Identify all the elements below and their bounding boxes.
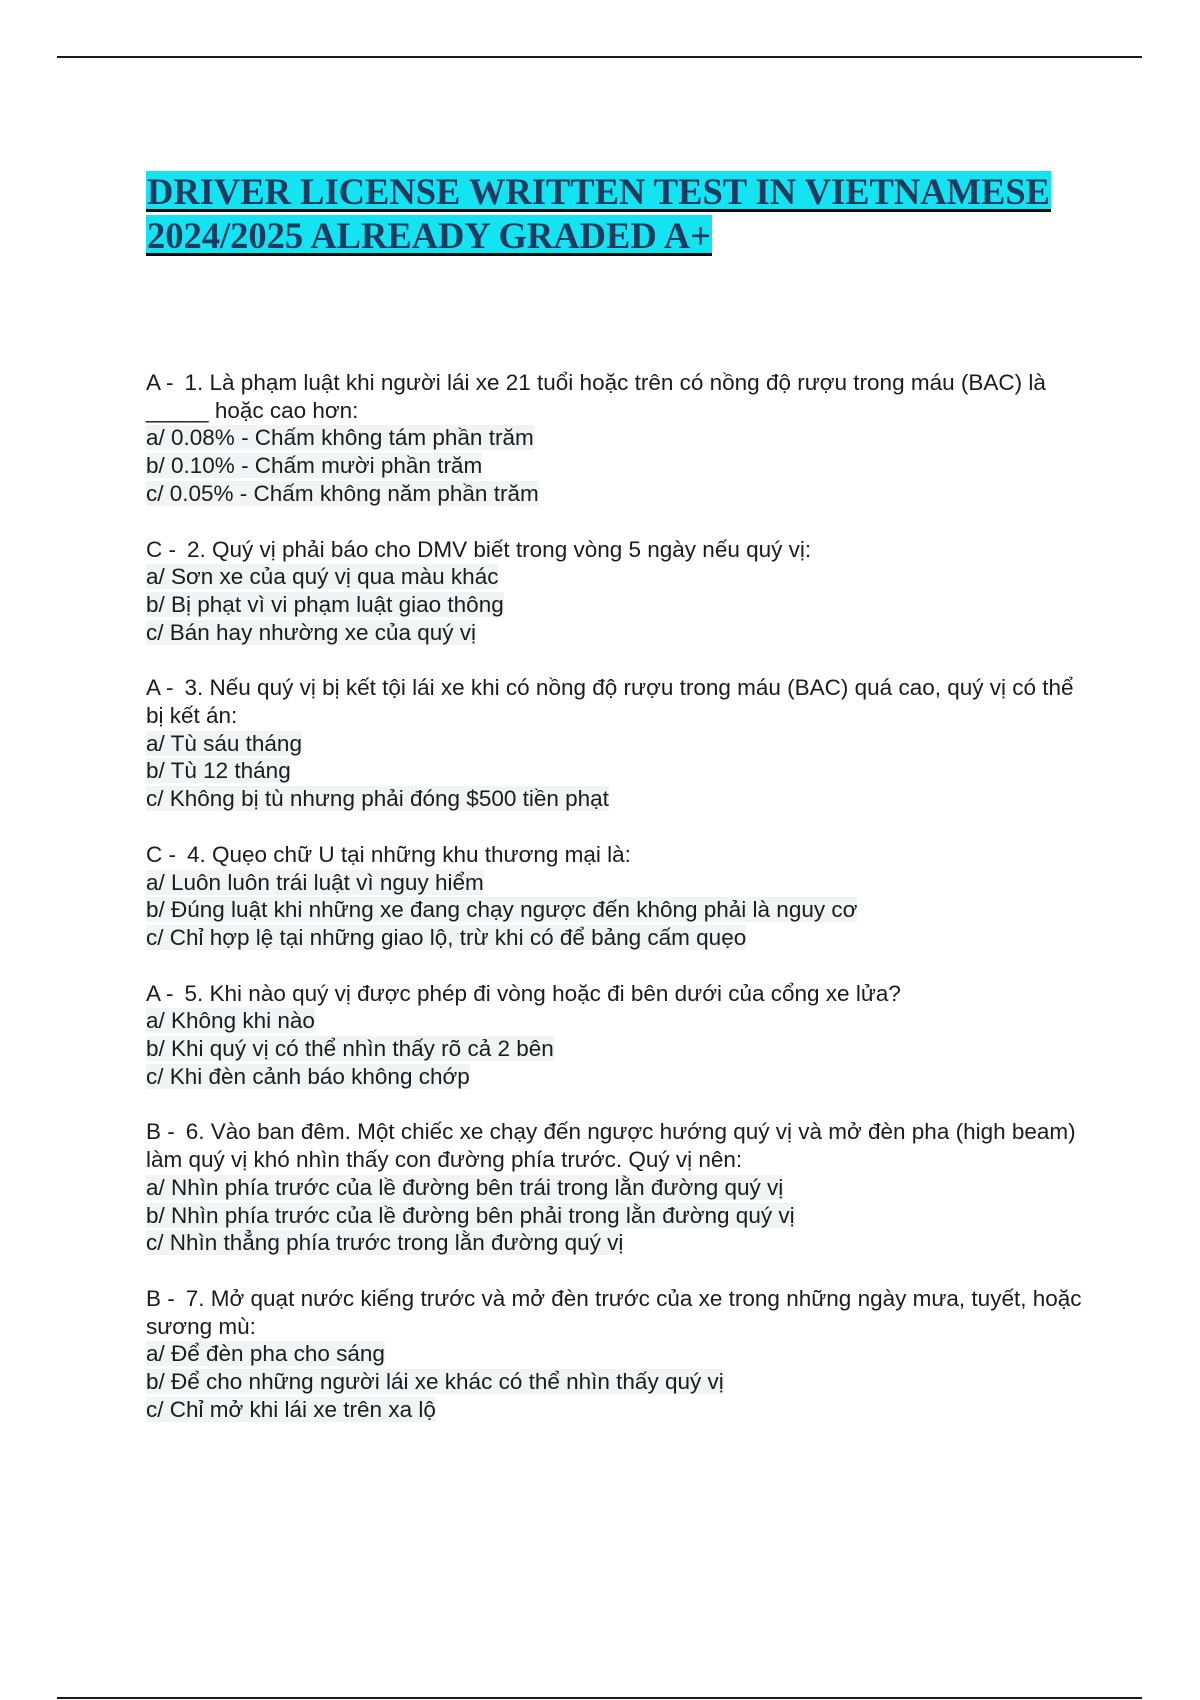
- option-b: b/ Bị phạt vì vi phạm luật giao thông: [146, 591, 504, 617]
- question-3: [146, 674, 1086, 813]
- footer-rule: [57, 1697, 1142, 1699]
- option-a: a/ Không khi nào: [146, 1008, 315, 1034]
- answer-key: C -: [146, 841, 176, 867]
- option-a: a/ Nhìn phía trước của lề đường bên trái trong lằn đường quý vị: [146, 1174, 784, 1200]
- question-body: 6. Vào ban đêm. Một chiếc xe chạy đến ngược hướng quý vị và mở đèn pha (high beam) làm quý vị khó nhìn thấy con đường phía trước. Quý vị nên:: [146, 1119, 1076, 1173]
- option-b: b/ Nhìn phía trước của lề đường bên phải trong lằn đường quý vị: [146, 1202, 795, 1228]
- question-text: [146, 980, 1086, 1008]
- question-body: 3. Nếu quý vị bị kết tội lái xe khi có nồng độ rượu trong máu (BAC) quá cao, quý vị có thể bị kết án:: [146, 675, 1074, 729]
- answer-key: A -: [146, 675, 174, 701]
- question-text: [146, 674, 1086, 729]
- option-c: c/ Khi đèn cảnh báo không chớp: [146, 1063, 470, 1089]
- question-body: 4. Quẹo chữ U tại những khu thương mại là:: [187, 841, 631, 867]
- question-5: [146, 980, 1086, 1091]
- option-b: b/ Đúng luật khi những xe đang chạy ngược đến không phải là nguy cơ: [146, 897, 858, 923]
- question-6: [146, 1118, 1086, 1257]
- question-text: [146, 369, 1086, 424]
- question-body: 1. Là phạm luật khi người lái xe 21 tuổi hoặc trên có nồng độ rượu trong máu (BAC) là _____ hoặc cao hơn:: [146, 370, 1046, 423]
- option-c: c/ Nhìn thẳng phía trước trong lằn đường quý vị: [146, 1230, 624, 1256]
- answer-key: C -: [146, 536, 176, 562]
- question-body: 2. Quý vị phải báo cho DMV biết trong vòng 5 ngày nếu quý vị:: [187, 536, 812, 562]
- question-2: [146, 536, 1086, 647]
- option-a: a/ Tù sáu tháng: [146, 730, 302, 756]
- header-rule: [57, 56, 1142, 58]
- title-line-2: 2024/2025 ALREADY GRADED A+: [147, 215, 711, 256]
- option-a: a/ Để đèn pha cho sáng: [146, 1341, 385, 1367]
- document-title: [146, 170, 1086, 258]
- option-b: b/ Khi quý vị có thể nhìn thấy rõ cả 2 bên: [146, 1036, 554, 1062]
- answer-key: B -: [146, 1119, 175, 1145]
- option-a: a/ Sơn xe của quý vị qua màu khác: [146, 564, 499, 590]
- answer-key: A -: [146, 370, 174, 395]
- option-c: c/ Chỉ mở khi lái xe trên xa lộ: [146, 1396, 436, 1422]
- option-c: c/ Bán hay nhường xe của quý vị: [146, 619, 477, 645]
- option-c: c/ Chỉ hợp lệ tại những giao lộ, trừ khi có để bảng cấm quẹo: [146, 924, 747, 950]
- option-a: a/ Luôn luôn trái luật vì nguy hiểm: [146, 869, 484, 895]
- question-text: [146, 1285, 1086, 1340]
- question-body: 7. Mở quạt nước kiếng trước và mở đèn trước của xe trong những ngày mưa, tuyết, hoặc sương mù:: [146, 1285, 1082, 1339]
- option-b: b/ 0.10% - Chấm mười phần trăm: [146, 453, 483, 479]
- option-b: b/ Tù 12 tháng: [146, 758, 291, 784]
- question-list: [146, 369, 1086, 1452]
- question-text: [146, 536, 1086, 564]
- question-7: [146, 1285, 1086, 1424]
- option-b: b/ Để cho những người lái xe khác có thể nhìn thấy quý vị: [146, 1369, 724, 1395]
- option-c: c/ Không bị tù nhưng phải đóng $500 tiền phạt: [146, 786, 609, 812]
- question-4: [146, 841, 1086, 952]
- title-line-1: DRIVER LICENSE WRITTEN TEST IN VIETNAMESE: [147, 171, 1051, 212]
- answer-key: B -: [146, 1285, 175, 1311]
- question-body: 5. Khi nào quý vị được phép đi vòng hoặc đi bên dưới của cổng xe lửa?: [184, 980, 901, 1006]
- question-text: [146, 841, 1086, 869]
- option-a: a/ 0.08% - Chấm không tám phần trăm: [146, 425, 534, 451]
- answer-key: A -: [146, 980, 174, 1006]
- option-c: c/ 0.05% - Chấm không năm phần trăm: [146, 480, 539, 506]
- question-1: [146, 369, 1086, 508]
- question-text: [146, 1118, 1086, 1173]
